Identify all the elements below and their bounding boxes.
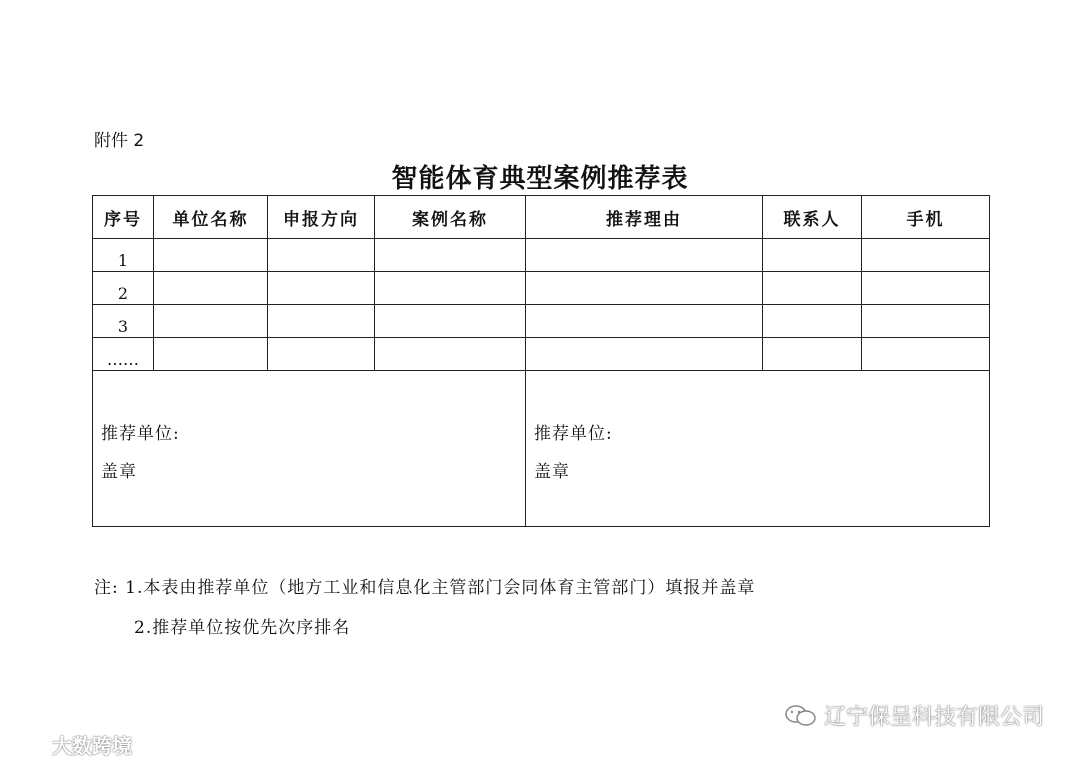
header-direction: 申报方向 — [268, 196, 375, 239]
reason-cell[interactable] — [526, 305, 763, 338]
header-reason: 推荐理由 — [526, 196, 763, 239]
table-row — [93, 272, 990, 305]
direction-cell[interactable] — [268, 338, 375, 371]
unit-name-cell[interactable] — [154, 338, 268, 371]
case-name-cell[interactable] — [375, 338, 526, 371]
unit-name-cell[interactable] — [154, 239, 268, 272]
reason-cell[interactable] — [526, 272, 763, 305]
attachment-label: 附件 2 — [94, 131, 145, 151]
reason-cell[interactable] — [526, 239, 763, 272]
bigdata-logo-icon — [8, 735, 48, 755]
document-title: 智能体育典型案例推荐表 — [391, 164, 689, 194]
signature-right-unit-label: 推荐单位: — [534, 424, 613, 444]
contact-cell[interactable] — [763, 272, 862, 305]
reason-cell[interactable] — [526, 338, 763, 371]
direction-cell[interactable] — [268, 239, 375, 272]
header-contact: 联系人 — [763, 196, 862, 239]
row-index: 3 — [93, 305, 154, 338]
row-index: …… — [93, 338, 154, 371]
case-name-cell[interactable] — [375, 272, 526, 305]
watermark-right-text: 辽宁保呈科技有限公司 — [823, 705, 1044, 730]
contact-cell[interactable] — [763, 239, 862, 272]
direction-cell[interactable] — [268, 272, 375, 305]
recommendation-table — [92, 195, 990, 527]
signature-left-seal-label: 盖章 — [101, 462, 137, 482]
note-2: 2.推荐单位按优先次序排名 — [134, 618, 351, 638]
signature-left-cell[interactable] — [93, 371, 526, 527]
signature-right-cell[interactable] — [526, 371, 990, 527]
phone-cell[interactable] — [862, 305, 990, 338]
direction-cell[interactable] — [268, 305, 375, 338]
notes-section — [94, 577, 755, 639]
phone-cell[interactable] — [862, 338, 990, 371]
contact-cell[interactable] — [763, 338, 862, 371]
table-row — [93, 338, 990, 371]
case-name-cell[interactable] — [375, 305, 526, 338]
signature-right-seal-label: 盖章 — [534, 462, 570, 482]
watermark-left-text: 大数跨境 — [52, 734, 132, 758]
header-index: 序号 — [93, 196, 154, 239]
header-unit-name: 单位名称 — [154, 196, 268, 239]
note-1: 注: 1.本表由推荐单位（地方工业和信息化主管部门会同体育主管部门）填报并盖章 — [94, 578, 756, 598]
phone-cell[interactable] — [862, 272, 990, 305]
table-header-row — [93, 196, 990, 239]
row-index: 2 — [93, 272, 154, 305]
contact-cell[interactable] — [763, 305, 862, 338]
unit-name-cell[interactable] — [154, 272, 268, 305]
table-row — [93, 305, 990, 338]
table-row — [93, 239, 990, 272]
row-index: 1 — [93, 239, 154, 272]
watermark-left — [8, 730, 132, 759]
signature-row — [93, 371, 990, 527]
signature-left-unit-label: 推荐单位: — [101, 424, 180, 444]
phone-cell[interactable] — [862, 239, 990, 272]
wechat-icon — [784, 704, 818, 728]
case-name-cell[interactable] — [375, 239, 526, 272]
header-phone: 手机 — [862, 196, 990, 239]
watermark-right — [784, 700, 1044, 731]
header-case-name: 案例名称 — [375, 196, 526, 239]
unit-name-cell[interactable] — [154, 305, 268, 338]
